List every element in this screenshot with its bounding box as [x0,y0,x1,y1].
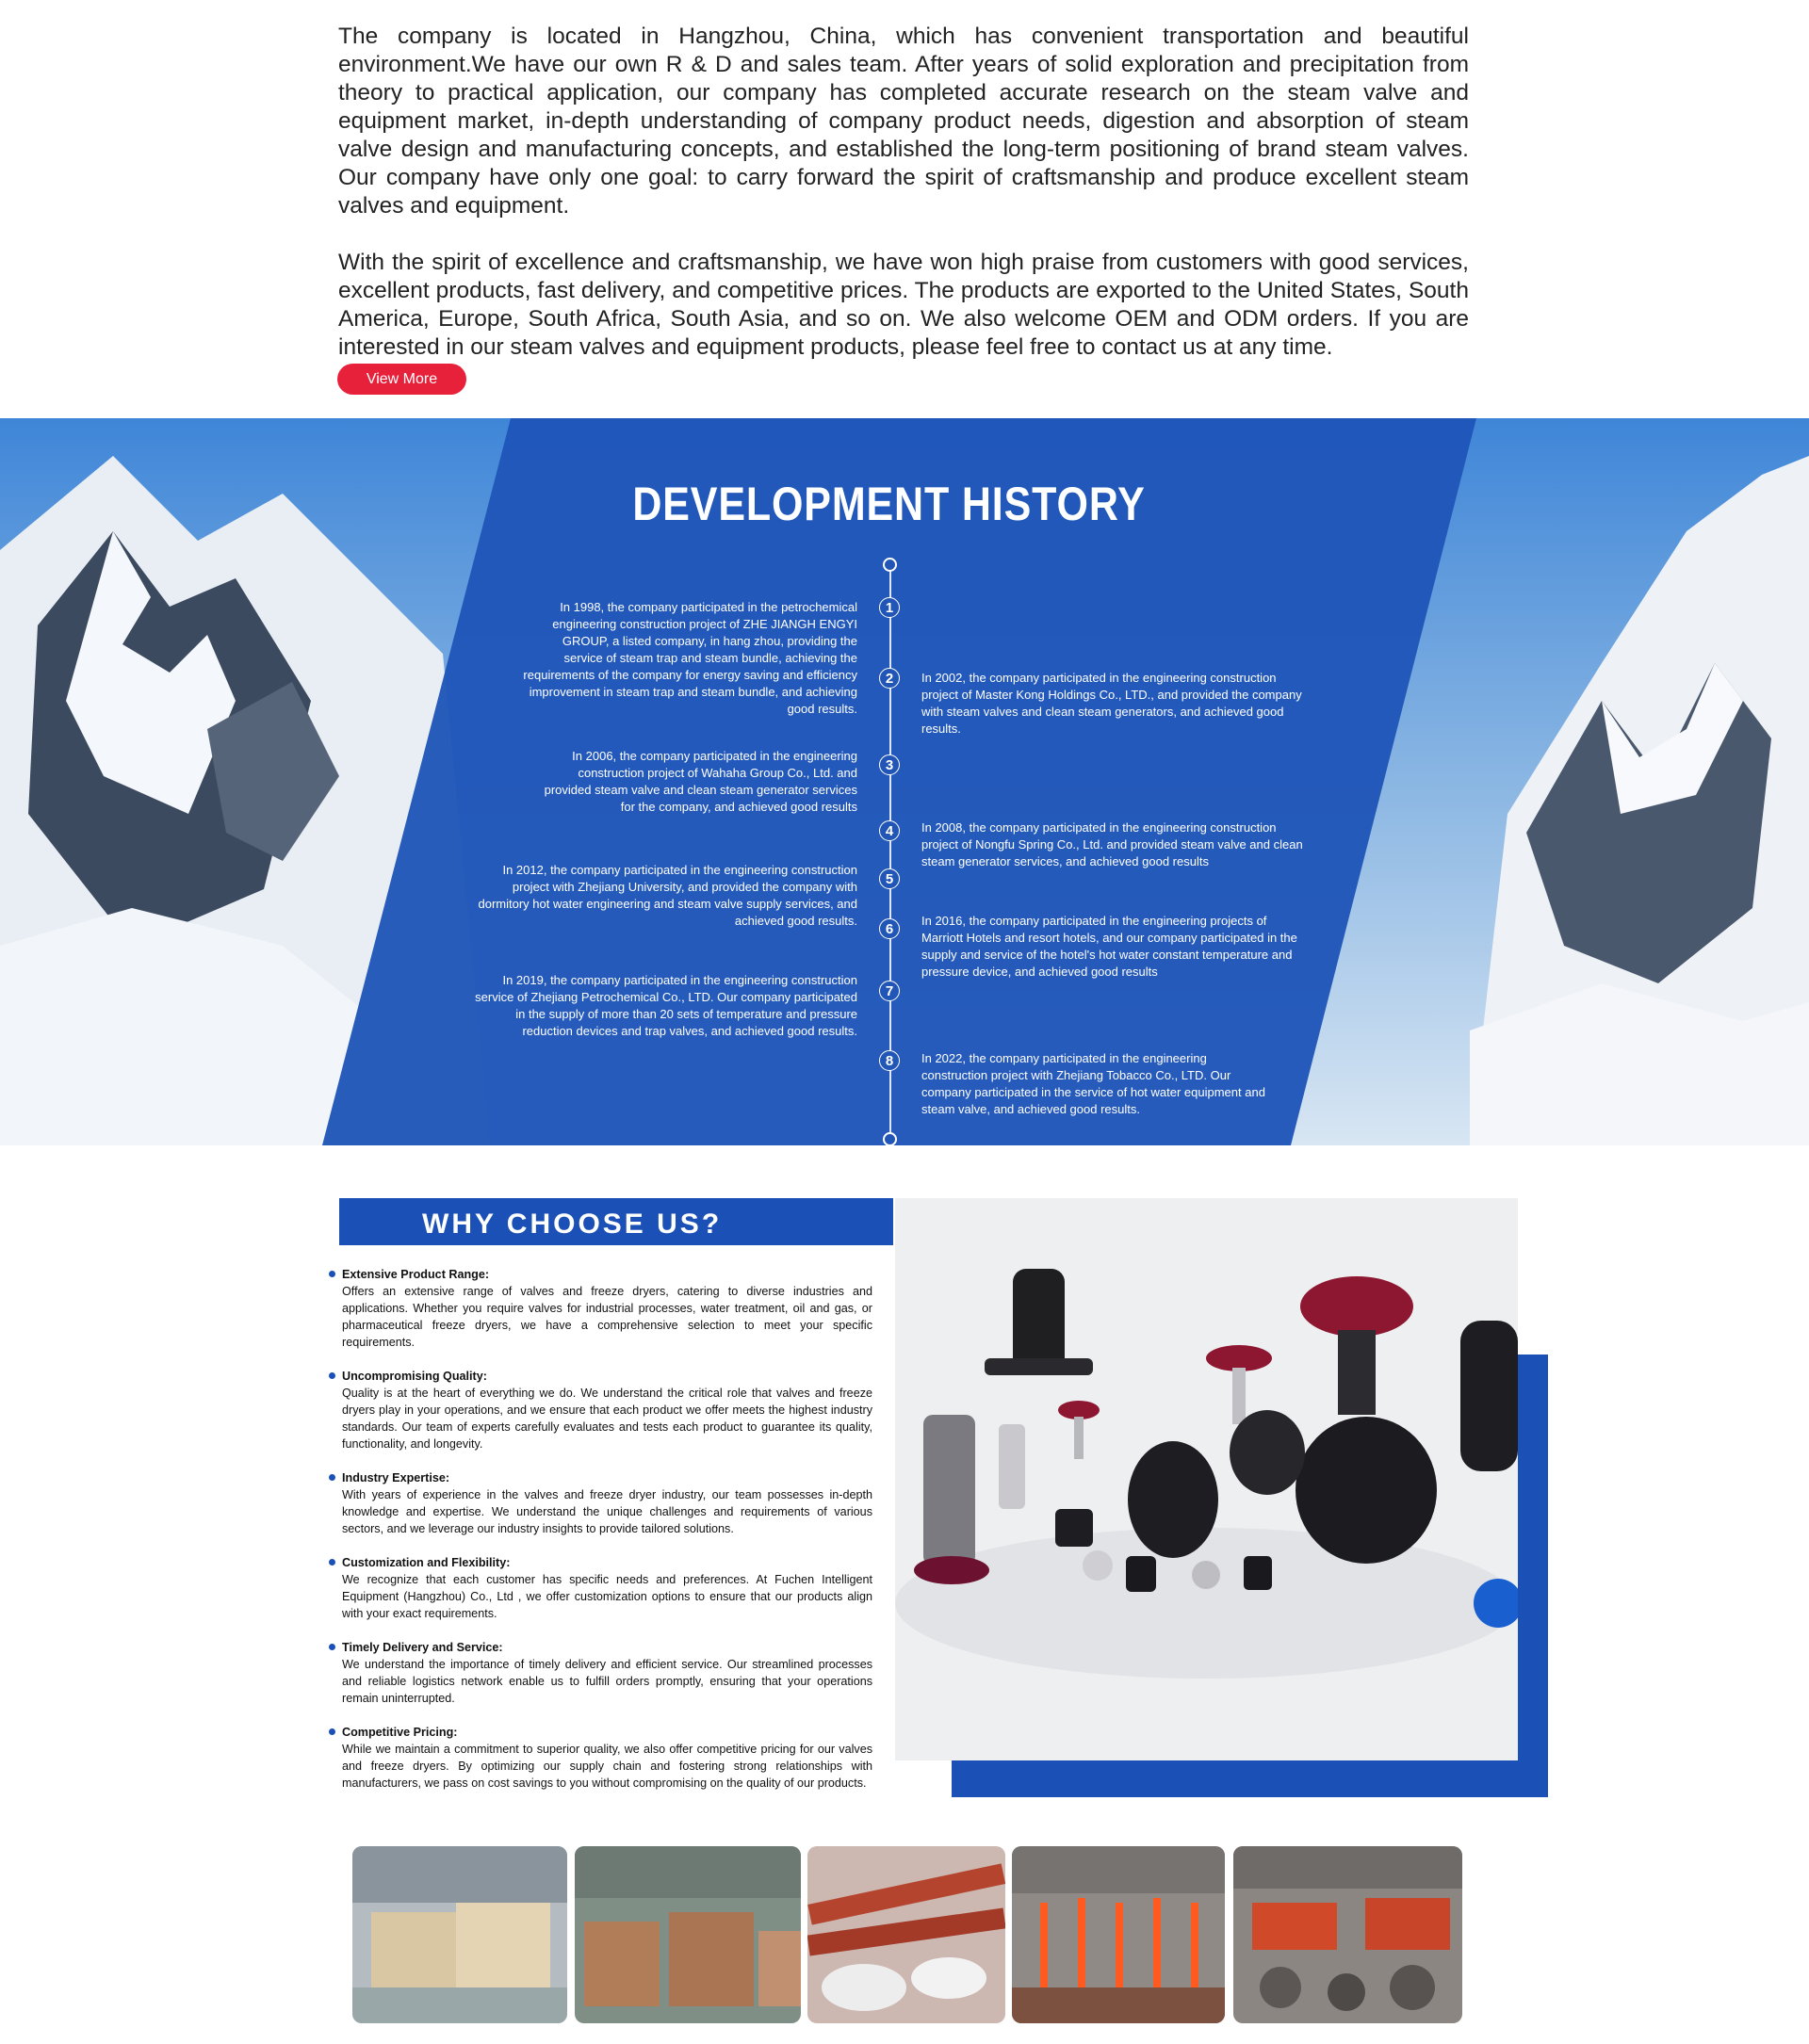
timeline-end-marker [883,1132,897,1145]
feature-heading: Uncompromising Quality: [342,1370,487,1383]
bullet-icon [329,1271,335,1277]
history-event-2019: In 2019, the company participated in the engineering construction service of Zhejiang Petrochemical Co., LTD. Our company participated in the supply of more than 20 sets of temperature and pressure reduction devices and trap valves, and achieved good results. [475,973,857,1038]
feature-quality [342,1368,872,1452]
factory-photo-pipes [807,1846,1005,2023]
company-intro [338,23,1469,390]
timeline-start-marker [883,558,897,572]
intro-paragraph-2: With the spirit of excellence and craftsmanship, we have won high praise from customers with good services, excellent products, fast delivery, and competitive prices. The products are exported to the United States, South America, Europe, South Africa, South Asia, and so on. We also welcome OEM and ODM orders. If you are interested in our steam valves and equipment products, please feel free to contact us at any time. [338,250,1469,360]
timeline-marker-6: 6 [879,918,900,939]
history-title: DEVELOPMENT HISTORY [632,478,1146,530]
feature-heading: Competitive Pricing: [342,1726,458,1739]
feature-text: We recognize that each customer has specific needs and preferences. At Fuchen Intelligent Equipment (Hangzhou) Co., Ltd , we offer customization options to ensure that our products align with your exact requirements. [342,1573,872,1620]
timeline-marker-4: 4 [879,820,900,841]
valves-product-photo [895,1198,1518,1760]
timeline-marker-3: 3 [879,754,900,775]
feature-heading: Customization and Flexibility: [342,1556,511,1569]
timeline-marker-5: 5 [879,868,900,889]
bullet-icon [329,1559,335,1565]
bullet-icon [329,1728,335,1735]
feature-text: While we maintain a commitment to superior quality, we also offer competitive pricing for our valves and freeze dryers. By optimizing our supply chain and fostering strong relationships with manufacturers, we pass on cost savings to you without compromising on the quality of our products. [342,1743,872,1790]
timeline-marker-2: 2 [879,668,900,689]
why-choose-us-title: WHY CHOOSE US? [422,1209,723,1240]
feature-text: We understand the importance of timely delivery and efficient service. Our streamlined processes and reliable logistics network enable us to fulfill orders promptly, ensuring that your operations remain uninterrupted. [342,1658,872,1705]
feature-pricing [342,1724,872,1792]
view-more-button[interactable]: View More [337,364,466,395]
history-event-2016: In 2016, the company participated in the engineering projects of Marriott Hotels and resort hotels, and our company participated in the supply and service of the hotel's hot water constant temperature and pressure device, and achieved good results [921,914,1297,979]
bullet-icon [329,1644,335,1650]
feature-heading: Industry Expertise: [342,1471,450,1484]
feature-expertise [342,1469,872,1537]
bullet-icon [329,1372,335,1379]
history-event-2022: In 2022, the company participated in the engineering construction project with Zhejiang Tobacco Co., LTD. Our company participated in the service of hot water equipment and steam valve, and achieved good results. [921,1051,1265,1116]
feature-delivery [342,1639,872,1707]
history-event-2002: In 2002, the company participated in the engineering construction project of Master Kong Holdings Co., LTD., and provided the company with steam valves and clean steam generators, and achieved good results. [921,671,1302,736]
timeline-marker-8: 8 [879,1050,900,1071]
timeline-marker-1: 1 [879,597,900,618]
feature-text: With years of experience in the valves and freeze dryer industry, our team possesses in-depth knowledge and expertise. We understand the unique challenges and requirements of various sectors, and we leverage our industry insights to provide tailored solutions. [342,1488,872,1535]
feature-heading: Extensive Product Range: [342,1268,490,1281]
development-history-section [0,418,1809,1145]
history-event-2008: In 2008, the company participated in the engineering construction project of Nongfu Spring Co., Ltd. and provided steam valve and clean steam generator services, and achieved good results [921,820,1303,868]
feature-text: Offers an extensive range of valves and freeze dryers, catering to diverse industries and applications. Whether you require valves for industrial processes, water treatment, oil and gas, or pharmaceutical freeze dryers, we have a comprehensive selection to meet your specific requirements. [342,1285,872,1349]
feature-product-range [342,1266,872,1351]
feature-customization [342,1554,872,1622]
feature-heading: Timely Delivery and Service: [342,1641,503,1654]
timeline-marker-7: 7 [879,981,900,1001]
factory-photo-warehouse [575,1846,801,2023]
feature-text: Quality is at the heart of everything we do. We understand the critical role that valves and freeze dryers play in your operations, and we ensure that each product we offer meets the highest industry standards. Our team of experts carefully evaluates and tests each product to guarantee its quality, functionality, and longevity. [342,1387,872,1451]
intro-paragraph-1: The company is located in Hangzhou, China, which has convenient transportation and beautiful environment.We have our own R & D and sales team. After years of solid exploration and precipitation from theory to practical application, our company has completed accurate research on the steam valve and equipment market, in-depth understanding of company product needs, digestion and absorption of steam valve design and manufacturing concepts, and established the long-term positioning of brand steam valves. Our company have only one goal: to carry forward the spirit of craftsmanship and produce excellent steam valves and equipment. [338,24,1469,219]
history-event-2006: In 2006, the company participated in the engineering construction project of Wahaha Group Co., Ltd. and provided steam valve and clean steam generator services for the company, and achieved good results [544,749,857,814]
history-event-1998: In 1998, the company participated in the petrochemical engineering construction project of ZHE JIANGH ENGYI GROUP, a listed company, in hang zhou, providing the service of steam trap and steam bundle, achieving the requirements of the company for energy saving and efficiency improvement in steam trap and steam bundle, and achieving good results. [523,600,857,716]
factory-photo-crates [352,1846,567,2023]
factory-photo-castings [1233,1846,1462,2023]
bullet-icon [329,1474,335,1481]
factory-photo-orange-rods [1012,1846,1225,2023]
history-event-2012: In 2012, the company participated in the engineering construction project with Zhejiang University, and provided the company with dormitory hot water engineering and steam valve supply services, and achieved good results. [478,863,857,928]
